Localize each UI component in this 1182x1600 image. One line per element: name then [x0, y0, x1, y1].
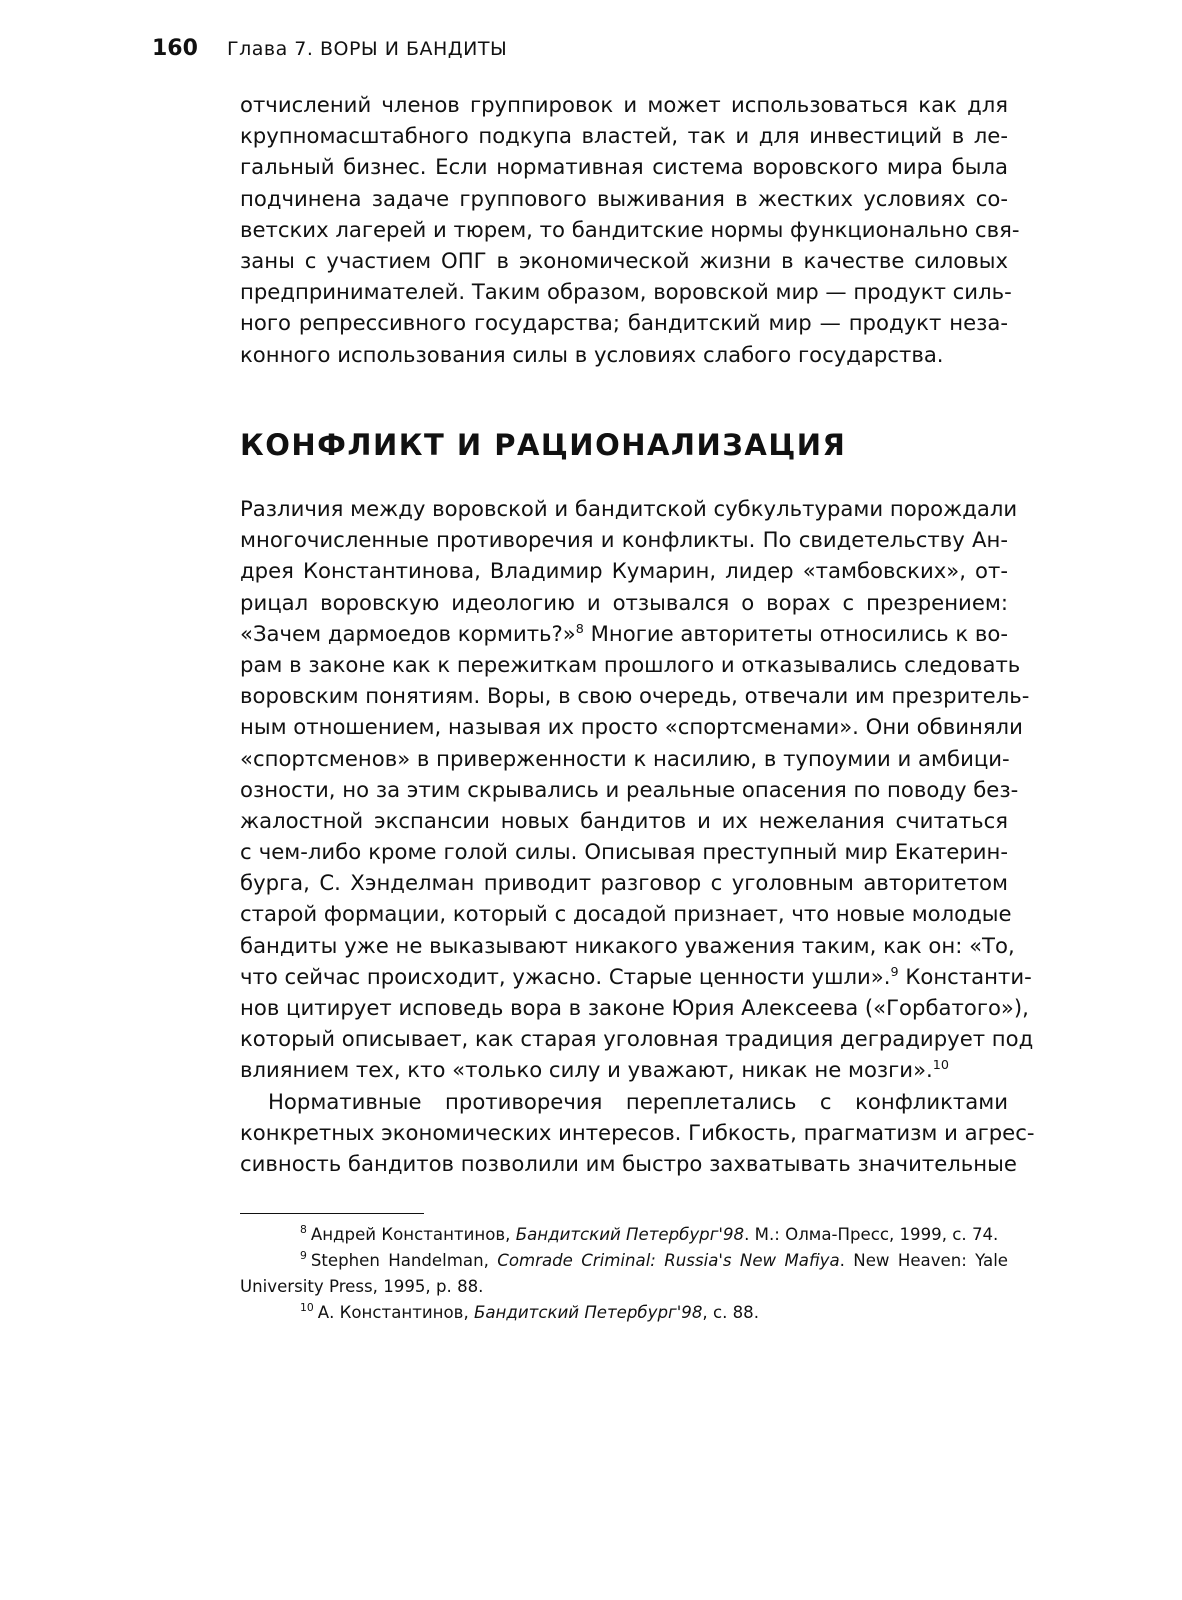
text-line — [240, 743, 1008, 774]
text-line: крупномасштабного подкупа властей, так и для инвестиций в ле- — [240, 123, 1008, 149]
footnote-line — [240, 1222, 1008, 1248]
footnote-line: University Press, 1995, p. 88. — [240, 1277, 484, 1296]
footnote-9 — [240, 1248, 1008, 1300]
line-text: озности, но за этим скрывались и реальные опасения по поводу без- — [240, 776, 1019, 802]
text-line: гальный бизнес. Если нормативная система воровского мира была — [240, 154, 1008, 180]
footnote-10 — [240, 1300, 1008, 1326]
line-text: «спортсменов» в приверженности к насилию, в тупоумии и амбици- — [240, 745, 1010, 771]
line-text: старой формации, который с досадой признает, что новые молодые — [240, 901, 1012, 927]
text-line — [240, 992, 1029, 1023]
footnote-number: 8 — [300, 1223, 307, 1237]
line-text: влиянием тех, кто «только силу и уважают, никак не мозги». — [240, 1057, 933, 1083]
line-text: ным отношением, называя их просто «спортсменами». Они обвиняли — [240, 714, 1023, 740]
text-line: Нормативные противоречия переплетались с конфликтами — [268, 1088, 1008, 1114]
line-text: жалостной экспансии новых бандитов и их нежелания считаться — [240, 807, 1008, 833]
text-line — [240, 587, 1008, 618]
text-line — [240, 493, 1018, 524]
text-line: конного использования силы в условиях слабого государства. — [240, 341, 944, 367]
text-line — [240, 805, 1008, 836]
paragraph-2 — [240, 1086, 1035, 1180]
paragraph-1 — [240, 493, 1034, 1086]
footnote-title: Бандитский Петербург'98 — [515, 1225, 745, 1244]
text-line: конкретных экономических интересов. Гибкость, прагматизм и агрес- — [240, 1119, 1035, 1145]
section-body — [240, 493, 1035, 1179]
line-text: дрея Константинова, Владимир Кумарин, лидер «тамбовских», от- — [240, 558, 1008, 584]
footnote-line — [240, 1300, 1008, 1326]
chapter-title: Глава 7. ВОРЫ И БАНДИТЫ — [227, 38, 508, 60]
text-line — [240, 618, 1008, 649]
section-heading: КОНФЛИКТ И РАЦИОНАЛИЗАЦИЯ — [240, 428, 847, 462]
footnote-ref-8[interactable]: 8 — [575, 620, 584, 636]
line-text: Константи- — [898, 963, 1032, 989]
text-line — [240, 867, 1008, 898]
text-line — [240, 649, 1021, 680]
line-text: «Зачем дармоедов кормить?» — [240, 620, 576, 646]
line-text: Различия между воровской и бандитской субкультурами порождали — [240, 496, 1018, 521]
text-line — [240, 836, 1008, 867]
running-head — [152, 36, 507, 64]
footnote-title: Comrade Criminal: Russia's New Mafiya — [497, 1251, 840, 1270]
line-text: что сейчас происходит, ужасно. Старые ценности ушли». — [240, 963, 891, 989]
footnote-divider — [240, 1213, 424, 1214]
line-text: нов цитирует исповедь вора в законе Юрия Алексеева («Горбатого»), — [240, 995, 1029, 1020]
text-line: сивность бандитов позволили им быстро захватывать значительные — [240, 1150, 1017, 1176]
text-line — [240, 930, 1015, 961]
footnote-number: 9 — [300, 1249, 307, 1263]
line-text: бандиты уже не выказывают никакого уважения таким, как он: «То, — [240, 932, 1015, 958]
text-line: ветских лагерей и тюрем, то бандитские нормы функционально свя- — [240, 216, 1020, 242]
line-text: который описывает, как старая уголовная традиция деградирует под — [240, 1026, 1034, 1052]
text-line — [240, 524, 1008, 555]
text-line — [240, 961, 1032, 992]
text-line: ного репрессивного государства; бандитский мир — продукт неза- — [240, 310, 1008, 336]
line-text: с чем-либо кроме голой силы. Описывая преступный мир Екатерин- — [240, 839, 1008, 865]
footnotes — [240, 1222, 1008, 1326]
line-text: многочисленные противоречия и конфликты. По свидетельству Ан- — [240, 527, 1008, 553]
intro-paragraph — [240, 89, 1020, 370]
footnote-line — [240, 1248, 1008, 1274]
footnote-text: Stephen Handelman, — [310, 1251, 498, 1270]
footnote-number: 10 — [300, 1301, 314, 1315]
text-line — [240, 680, 1030, 711]
text-line: предпринимателей. Таким образом, воровской мир — продукт силь- — [240, 279, 1012, 305]
footnote-text: Андрей Константинов, — [310, 1225, 516, 1244]
text-line: заны с участием ОПГ в экономической жизни в качестве силовых — [240, 247, 1008, 273]
line-text: рам в законе как к пережиткам прошлого и отказывались следовать — [240, 651, 1021, 677]
page-number: 160 — [152, 36, 198, 61]
line-text: воровским понятиям. Воры, в свою очередь, отвечали им презритель- — [240, 683, 1030, 709]
text-line — [240, 711, 1023, 742]
footnote-text: А. Константинов, — [317, 1303, 474, 1322]
text-line — [240, 898, 1012, 929]
line-text: Многие авторитеты относились к во- — [583, 620, 1008, 646]
footnote-text: . М.: Олма-Пресс, 1999, с. 74. — [744, 1225, 999, 1244]
text-line — [240, 555, 1008, 586]
footnote-text: . New Heaven: Yale — [839, 1251, 1009, 1270]
footnote-text: , с. 88. — [702, 1303, 760, 1322]
line-text: рицал воровскую идеологию и отзывался о ворах с презрением: — [240, 589, 1008, 615]
text-line: подчинена задаче группового выживания в жестких условиях со- — [240, 185, 1008, 211]
text-line: отчислений членов группировок и может использоваться как для — [240, 92, 1008, 117]
footnote-title: Бандитский Петербург'98 — [474, 1303, 703, 1322]
line-text: бурга, С. Хэнделман приводит разговор с уголовным авторитетом — [240, 870, 1008, 896]
text-line — [240, 1023, 1034, 1054]
footnote-ref-10[interactable]: 10 — [932, 1057, 949, 1073]
footnote-8 — [240, 1222, 1008, 1248]
text-line — [240, 774, 1019, 805]
text-line — [240, 1054, 1008, 1085]
footnote-ref-9[interactable]: 9 — [890, 963, 899, 979]
